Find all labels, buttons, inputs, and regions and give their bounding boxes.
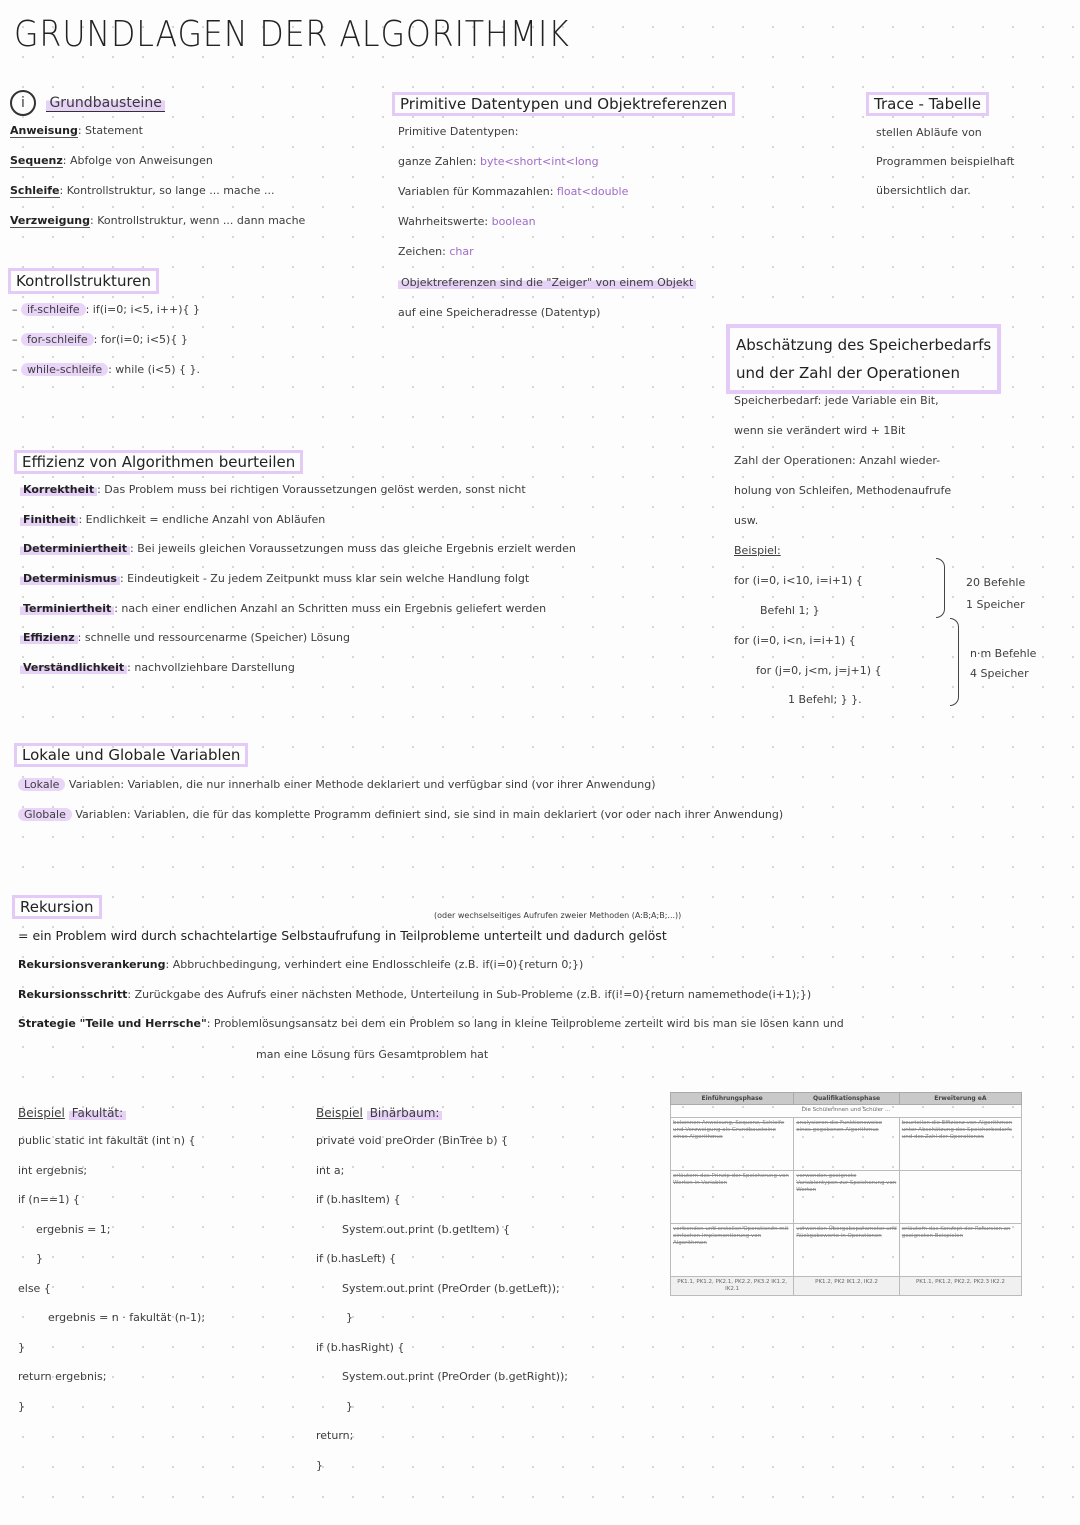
- table-cell: beurteilen die Effizienz von Algorithmen unter Abschätzung des Speicherbedarfs und der Zahl der Operationen: [899, 1118, 1021, 1171]
- control-item: [12, 363, 200, 393]
- code-line: if (b.hasItem) {: [316, 1193, 401, 1206]
- estimate-code-2: [734, 626, 882, 715]
- code-line: System.out.print (PreOrder (b.getRight));: [342, 1370, 568, 1383]
- recursion-definition: = ein Problem wird durch schachtelartige Selbstaufrufung in Teilprobleme unterteilt und dadurch gelöst: [18, 928, 667, 943]
- estimate-line: holung von Schleifen, Methodenaufrufe: [734, 484, 952, 497]
- basics-term: Sequenz: [10, 154, 63, 167]
- code-line: ergebnis = n · fakultät (n-1);: [48, 1311, 206, 1324]
- basics-desc: : Kontrollstruktur, wenn ... dann mache: [90, 214, 306, 227]
- variables-label: Variablen:: [71, 808, 135, 821]
- control-heading: Kontrollstrukturen: [8, 268, 159, 294]
- trace-line: übersichtlich dar.: [876, 184, 971, 197]
- trace-list: [876, 126, 1014, 213]
- recursion-item: [18, 958, 844, 988]
- note-line: n·m Befehle: [970, 647, 1037, 660]
- code-line: }: [316, 1458, 323, 1472]
- code-line: for (i=0, i<n, i=i+1) {: [734, 634, 856, 647]
- efficiency-list: [20, 483, 576, 691]
- code-line: else {: [18, 1281, 51, 1295]
- variables-item: [18, 778, 783, 808]
- recursion-heading: Rekursion: [12, 895, 102, 919]
- table-row: [671, 1171, 1022, 1224]
- basics-desc: : Kontrollstruktur, so lange ... mache ...: [59, 184, 275, 197]
- table-footer-cell: PK1.1, PK1.2, PK2.2, PK2.3 IK2.2: [899, 1277, 1021, 1296]
- binarytree-title: Beispiel Binärbaum:: [316, 1106, 442, 1120]
- code-line: int ergebnis;: [18, 1163, 88, 1177]
- table-row: [671, 1224, 1022, 1277]
- table-cell: verwenden geeignete Variablentypen zur Speicherung von Werten: [794, 1171, 900, 1224]
- table-cell: erläutern das Konzept der Rekursion an geeigneten Beispielen: [899, 1224, 1021, 1277]
- code-line: }: [346, 1311, 353, 1324]
- efficiency-desc: : Das Problem muss bei richtigen Voraussetzungen gelöst werden, sonst nicht: [97, 483, 526, 496]
- table-footer-row: [671, 1277, 1022, 1296]
- primitive-item: [398, 125, 628, 155]
- estimate-line: Speicherbedarf: jede Variable ein Bit,: [734, 394, 939, 407]
- estimate-heading-2: und der Zahl der Operationen: [736, 364, 960, 382]
- table-footer-cell: PK1.1, PK1.2, PK2.1, PK2.2, PK3.2 IK1.2, IK2.1: [671, 1277, 794, 1296]
- code-line: if (b.hasRight) {: [316, 1340, 405, 1354]
- curriculum-table-wrap: [670, 1092, 1022, 1296]
- primitive-label: Zeichen:: [398, 245, 450, 258]
- control-item: [12, 303, 200, 333]
- efficiency-term: Terminiertheit: [20, 602, 114, 615]
- table-footer-cell: PK1.2, PK2 IK1.2, IK2.2: [794, 1277, 900, 1296]
- table-row: [671, 1118, 1022, 1171]
- note-line: 4 Speicher: [970, 667, 1029, 680]
- variables-term: Globale: [18, 808, 72, 821]
- estimate-line: wenn sie verändert wird + 1Bit: [734, 424, 906, 437]
- basics-section: [10, 90, 370, 244]
- estimate-code-1: [734, 566, 863, 625]
- recursion-term: Rekursionsverankerung: [18, 958, 166, 971]
- factorial-code: [18, 1126, 205, 1421]
- efficiency-heading: Effizienz von Algorithmen beurteilen: [14, 450, 303, 474]
- info-icon: i: [10, 90, 36, 116]
- trace-line: Programmen beispielhaft: [876, 155, 1015, 168]
- table-cell: [899, 1171, 1021, 1224]
- table-cell: bekennen Anweisung, Sequenz, Schleife und Verzweigung als Grundbausteine eines Algorithmus: [671, 1118, 794, 1171]
- primitive-list: [398, 125, 628, 275]
- note-line: 20 Befehle: [966, 576, 1026, 589]
- bullet-dash: –: [12, 303, 21, 316]
- recursion-desc: : Abbruchbedingung, verhindert eine Endlosschleife (z.B. if(i=0){return 0;}): [165, 958, 584, 971]
- basics-desc: : Statement: [77, 124, 143, 137]
- code-line: for (j=0, j<m, j=j+1) {: [756, 663, 882, 677]
- code-line: if (n==1) {: [18, 1193, 80, 1206]
- primitive-label: Variablen für Kommazahlen:: [398, 185, 557, 198]
- efficiency-desc: : Eindeutigkeit - Zu jedem Zeitpunkt muss klar sein welche Handlung folgt: [119, 572, 530, 586]
- basics-term: Anweisung: [10, 124, 78, 137]
- efficiency-item: [20, 661, 576, 691]
- basics-item: [10, 124, 370, 154]
- recursion-desc: : Zurückgabe des Aufrufs einer nächsten Methode, Unterteilung in Sub-Probleme (z.B. if(i!=0){return namemethode(i+1);}): [127, 987, 812, 1001]
- control-item: [12, 333, 200, 363]
- recursion-continuation: man eine Lösung fürs Gesamtproblem hat: [256, 1048, 489, 1061]
- basics-term: Verzweigung: [10, 214, 91, 227]
- code-line: if (b.hasLeft) {: [316, 1252, 397, 1265]
- estimate-list: [734, 394, 951, 544]
- efficiency-item: [20, 631, 576, 661]
- variables-heading: Lokale und Globale Variablen: [14, 743, 248, 767]
- trace-line: stellen Abläufe von: [876, 126, 982, 139]
- efficiency-term: Effizienz: [20, 631, 78, 644]
- variables-desc: Variablen, die nur innerhalb einer Methode deklariert und verfügbar sind (vor ihrer Anwendung): [127, 778, 656, 791]
- factorial-title: Beispiel Fakultät:: [18, 1106, 126, 1120]
- recursion-desc: : Problemlösungsansatz bei dem ein Problem so lang in kleine Teilprobleme zerteilt wird bis man sie lösen kann und: [206, 1017, 844, 1030]
- table-cell: erläutern das Prinzip der Speicherung von Werten in Variablen: [671, 1171, 794, 1224]
- control-term: while-schleife: [21, 363, 108, 376]
- table-subheader: Die Schülerinnen und Schüler ...: [671, 1105, 1022, 1118]
- table-header: Erweiterung eA: [899, 1093, 1021, 1105]
- code-line: System.out.print (b.getItem) {: [342, 1222, 511, 1236]
- efficiency-desc: : schnelle und ressourcenarme (Speicher) Lösung: [77, 631, 350, 645]
- efficiency-term: Determinismus: [20, 572, 120, 585]
- estimate-heading-1: Abschätzung des Speicherbedarfs: [736, 336, 992, 354]
- control-term: if-schleife: [21, 303, 86, 316]
- table-cell: verwenden Übergabeparameter und Rückgabewerte in Operationen: [794, 1224, 900, 1277]
- code-line: ergebnis = 1;: [36, 1222, 111, 1236]
- code-line: for (i=0, i<10, i=i+1) {: [734, 574, 863, 587]
- estimate-line: Zahl der Operationen: Anzahl wieder-: [734, 454, 941, 467]
- basics-term: Schleife: [10, 184, 60, 197]
- basics-list: [10, 124, 370, 244]
- code-line: 1 Befehl; } }.: [788, 693, 862, 706]
- estimate-line: usw.: [734, 514, 759, 527]
- primitive-value: char: [449, 245, 474, 258]
- primitive-label: Wahrheitswerte:: [398, 215, 492, 228]
- primitive-value: boolean: [491, 215, 536, 228]
- table-cell: analysieren die Funktionsweise eines gegebenen Algorithmus: [794, 1118, 900, 1171]
- recursion-list: [18, 958, 844, 1047]
- binarytree-code: [316, 1126, 568, 1480]
- variables-desc: Variablen, die für das komplette Programm definiert sind, sie sind in main deklariert (vor oder nach ihrer Anwendung): [134, 808, 784, 821]
- note-line: 1 Speicher: [966, 598, 1025, 611]
- efficiency-desc: : Endlichkeit = endliche Anzahl von Abläufen: [78, 512, 326, 526]
- brace-2: [950, 618, 959, 706]
- efficiency-term: Verständlichkeit: [20, 661, 127, 674]
- control-code: : while (i<5) { }.: [108, 363, 200, 376]
- efficiency-desc: : nachvollziehbare Darstellung: [127, 661, 295, 675]
- estimate-note-2: [970, 644, 1036, 684]
- primitive-value: float<double: [556, 185, 629, 198]
- brace-1: [936, 558, 945, 618]
- primitive-label: Primitive Datentypen:: [398, 125, 519, 138]
- bullet-dash: –: [12, 333, 21, 346]
- code-line: }: [18, 1340, 25, 1354]
- efficiency-item: [20, 602, 576, 632]
- recursion-item: [18, 1017, 844, 1047]
- primitive-label: ganze Zahlen:: [398, 155, 480, 168]
- primitive-item: [398, 185, 628, 215]
- efficiency-term: Korrektheit: [20, 483, 97, 496]
- basics-item: [10, 214, 370, 244]
- table-header-row: [671, 1093, 1022, 1105]
- code-line: private void preOrder (BinTree b) {: [316, 1134, 509, 1147]
- efficiency-item: [20, 572, 576, 602]
- code-line: }: [18, 1399, 25, 1413]
- basics-item: [10, 154, 370, 184]
- primitive-heading: Primitive Datentypen und Objektreferenzen: [392, 92, 735, 116]
- code-line: int a;: [316, 1163, 345, 1177]
- code-line: public static int fakultät (int n) {: [18, 1134, 196, 1147]
- estimate-example-label: Beispiel:: [734, 544, 781, 557]
- trace-heading: Trace - Tabelle: [866, 92, 989, 116]
- code-line: return;: [316, 1429, 354, 1442]
- estimate-note-1: [966, 572, 1025, 616]
- efficiency-item: [20, 483, 576, 513]
- variables-list: [18, 778, 783, 838]
- primitive-item: [398, 155, 628, 185]
- variables-label: Variablen:: [65, 778, 128, 791]
- table-subheader-row: [671, 1105, 1022, 1118]
- code-line: return ergebnis;: [18, 1370, 107, 1383]
- efficiency-term: Determiniertheit: [20, 542, 130, 555]
- control-list: [12, 303, 200, 393]
- primitive-item: [398, 215, 628, 245]
- efficiency-term: Finitheit: [20, 513, 78, 526]
- recursion-term: Rekursionsschritt: [18, 987, 128, 1001]
- table-header: Qualifikationsphase: [794, 1093, 900, 1105]
- table-cell: verwenden und erstellen Operationen mit einfachen Implementierung von Algorithmen: [671, 1224, 794, 1277]
- efficiency-desc: : nach einer endlichen Anzahl an Schritten muss ein Ergebnis geliefert werden: [114, 601, 547, 615]
- efficiency-item: [20, 513, 576, 543]
- control-term: for-schleife: [21, 333, 94, 346]
- control-code: : if(i=0; i<5, i++){ }: [85, 303, 201, 316]
- basics-desc: : Abfolge von Anweisungen: [62, 154, 213, 167]
- recursion-note: (oder wechselseitiges Aufrufen zweier Methoden (A:B;A;B;...)): [434, 911, 682, 920]
- recursion-item: [18, 988, 844, 1018]
- reference-line-2: auf eine Speicheradresse (Datentyp): [398, 306, 601, 319]
- recursion-term: Strategie "Teile und Herrsche": [18, 1017, 207, 1030]
- page-title: GRUNDLAGEN DER ALGORITHMIK: [14, 14, 570, 55]
- basics-heading: Grundbausteine: [46, 95, 164, 112]
- variables-item: [18, 808, 783, 838]
- control-code: : for(i=0; i<5){ }: [93, 333, 188, 346]
- primitive-item: [398, 245, 628, 275]
- efficiency-item: [20, 542, 576, 572]
- reference-line-1: Objektreferenzen sind die "Zeiger" von einem Objekt: [398, 276, 696, 289]
- table-header: Einführungsphase: [671, 1093, 794, 1105]
- code-line: }: [36, 1252, 43, 1265]
- efficiency-desc: : Bei jeweils gleichen Voraussetzungen muss das gleiche Ergebnis erzielt werden: [130, 542, 576, 556]
- basics-item: [10, 184, 370, 214]
- variables-term: Lokale: [18, 778, 65, 791]
- code-line: System.out.print (PreOrder (b.getLeft));: [342, 1281, 560, 1295]
- code-line: Befehl 1; }: [760, 603, 820, 617]
- primitive-value: byte<short<int<long: [479, 155, 599, 168]
- estimate-heading-box: [726, 324, 1001, 394]
- curriculum-table: [670, 1092, 1022, 1296]
- code-line: }: [346, 1399, 353, 1413]
- bullet-dash: –: [12, 363, 21, 376]
